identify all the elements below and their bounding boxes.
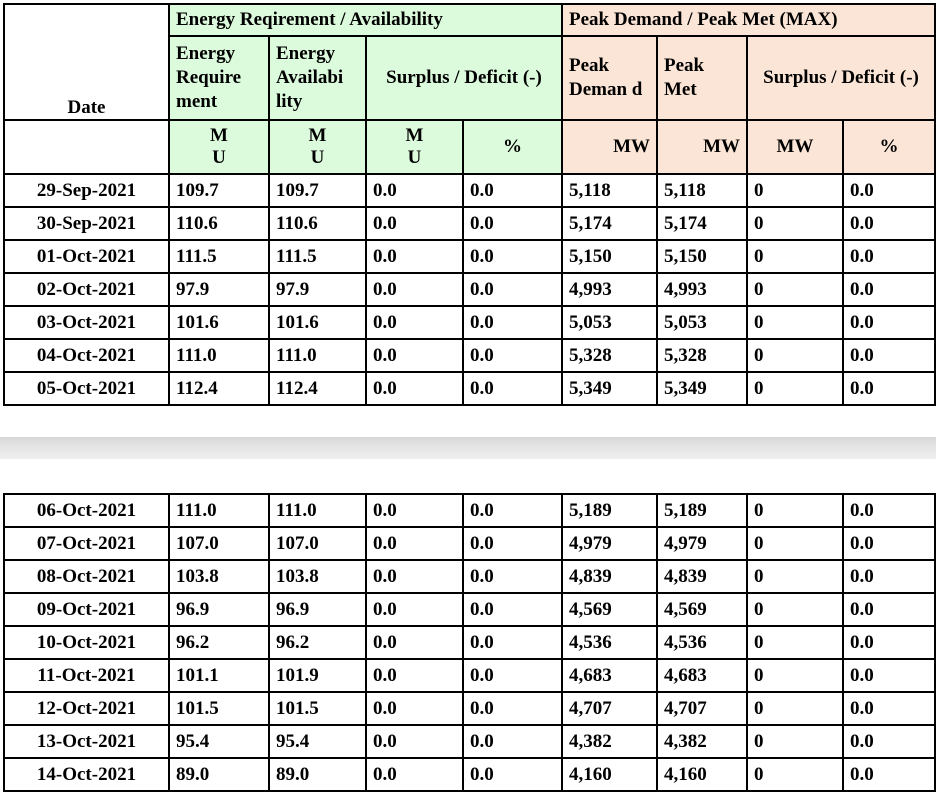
peak-demand-cell: 4,160 bbox=[562, 758, 657, 791]
surplus-percent-cell: 0.0 bbox=[463, 494, 562, 527]
energy-requirement-cell: 107.0 bbox=[169, 527, 269, 560]
peak-met-header: Peak Met bbox=[657, 36, 747, 120]
energy-group-header: Energy Reqirement / Availability bbox=[169, 4, 562, 36]
peak-demand-cell: 5,150 bbox=[562, 240, 657, 273]
surplus-mw-cell: 0 bbox=[747, 207, 843, 240]
surplus-percent-cell: 0.0 bbox=[463, 560, 562, 593]
surplus-peak-percent-cell: 0.0 bbox=[843, 659, 935, 692]
surplus-percent-cell: 0.0 bbox=[463, 758, 562, 791]
surplus-mw-cell: 0 bbox=[747, 758, 843, 791]
surplus-mw-cell: 0 bbox=[747, 626, 843, 659]
energy-availability-cell: 109.7 bbox=[269, 174, 366, 207]
energy-requirement-cell: 111.0 bbox=[169, 494, 269, 527]
surplus-mu-cell: 0.0 bbox=[366, 758, 463, 791]
peak-met-cell: 5,150 bbox=[657, 240, 747, 273]
date-cell: 01-Oct-2021 bbox=[4, 240, 169, 273]
surplus-percent-cell: 0.0 bbox=[463, 207, 562, 240]
date-cell: 03-Oct-2021 bbox=[4, 306, 169, 339]
peak-demand-cell: 4,993 bbox=[562, 273, 657, 306]
table-row bbox=[4, 593, 935, 626]
table-row bbox=[4, 527, 935, 560]
surplus-percent-cell: 0.0 bbox=[463, 725, 562, 758]
unit-percent: % bbox=[463, 120, 562, 174]
peak-demand-cell: 4,839 bbox=[562, 560, 657, 593]
peak-demand-cell: 5,174 bbox=[562, 207, 657, 240]
date-cell: 14-Oct-2021 bbox=[4, 758, 169, 791]
energy-availability-cell: 101.9 bbox=[269, 659, 366, 692]
energy-availability-cell: 96.2 bbox=[269, 626, 366, 659]
surplus-peak-percent-cell: 0.0 bbox=[843, 725, 935, 758]
surplus-peak-percent-cell: 0.0 bbox=[843, 174, 935, 207]
energy-requirement-cell: 101.6 bbox=[169, 306, 269, 339]
surplus-mu-cell: 0.0 bbox=[366, 494, 463, 527]
surplus-peak-percent-cell: 0.0 bbox=[843, 372, 935, 405]
peak-demand-header: Peak Deman d bbox=[562, 36, 657, 120]
energy-requirement-cell: 111.0 bbox=[169, 339, 269, 372]
date-cell: 06-Oct-2021 bbox=[4, 494, 169, 527]
surplus-peak-percent-cell: 0.0 bbox=[843, 273, 935, 306]
peak-met-cell: 5,174 bbox=[657, 207, 747, 240]
surplus-percent-cell: 0.0 bbox=[463, 174, 562, 207]
peak-demand-cell: 4,707 bbox=[562, 692, 657, 725]
energy-availability-cell: 101.5 bbox=[269, 692, 366, 725]
energy-availability-cell: 110.6 bbox=[269, 207, 366, 240]
page-break-separator bbox=[0, 437, 936, 459]
date-cell: 30-Sep-2021 bbox=[4, 207, 169, 240]
surplus-percent-cell: 0.0 bbox=[463, 306, 562, 339]
energy-availability-cell: 96.9 bbox=[269, 593, 366, 626]
table-row bbox=[4, 758, 935, 791]
energy-requirement-cell: 89.0 bbox=[169, 758, 269, 791]
energy-availability-cell: 111.5 bbox=[269, 240, 366, 273]
peak-met-cell: 5,349 bbox=[657, 372, 747, 405]
energy-table-page2 bbox=[3, 493, 936, 792]
peak-demand-cell: 5,118 bbox=[562, 174, 657, 207]
table-row bbox=[4, 560, 935, 593]
energy-requirement-cell: 97.9 bbox=[169, 273, 269, 306]
surplus-mw-cell: 0 bbox=[747, 527, 843, 560]
surplus-mu-cell: 0.0 bbox=[366, 659, 463, 692]
surplus-mw-cell: 0 bbox=[747, 240, 843, 273]
surplus-mu-cell: 0.0 bbox=[366, 692, 463, 725]
surplus-peak-percent-cell: 0.0 bbox=[843, 207, 935, 240]
surplus-percent-cell: 0.0 bbox=[463, 339, 562, 372]
energy-requirement-cell: 111.5 bbox=[169, 240, 269, 273]
peak-met-cell: 4,160 bbox=[657, 758, 747, 791]
peak-met-cell: 4,839 bbox=[657, 560, 747, 593]
energy-availability-cell: 107.0 bbox=[269, 527, 366, 560]
surplus-deficit-peak-header: Surplus / Deficit (-) bbox=[747, 36, 935, 120]
date-cell: 29-Sep-2021 bbox=[4, 174, 169, 207]
surplus-peak-percent-cell: 0.0 bbox=[843, 527, 935, 560]
table-row bbox=[4, 339, 935, 372]
date-cell: 09-Oct-2021 bbox=[4, 593, 169, 626]
peak-met-cell: 4,707 bbox=[657, 692, 747, 725]
peak-demand-cell: 4,536 bbox=[562, 626, 657, 659]
surplus-percent-cell: 0.0 bbox=[463, 692, 562, 725]
date-cell: 07-Oct-2021 bbox=[4, 527, 169, 560]
peak-demand-cell: 5,189 bbox=[562, 494, 657, 527]
surplus-peak-percent-cell: 0.0 bbox=[843, 494, 935, 527]
peak-demand-cell: 4,979 bbox=[562, 527, 657, 560]
surplus-mw-cell: 0 bbox=[747, 174, 843, 207]
peak-met-cell: 4,569 bbox=[657, 593, 747, 626]
surplus-mw-cell: 0 bbox=[747, 339, 843, 372]
peak-met-cell: 4,979 bbox=[657, 527, 747, 560]
energy-requirement-cell: 101.5 bbox=[169, 692, 269, 725]
surplus-peak-percent-cell: 0.0 bbox=[843, 758, 935, 791]
surplus-peak-percent-cell: 0.0 bbox=[843, 560, 935, 593]
date-cell: 02-Oct-2021 bbox=[4, 273, 169, 306]
energy-requirement-cell: 112.4 bbox=[169, 372, 269, 405]
table-row bbox=[4, 207, 935, 240]
surplus-mu-cell: 0.0 bbox=[366, 560, 463, 593]
surplus-mu-cell: 0.0 bbox=[366, 306, 463, 339]
energy-availability-cell: 101.6 bbox=[269, 306, 366, 339]
peak-met-cell: 4,683 bbox=[657, 659, 747, 692]
unit-percent: % bbox=[843, 120, 935, 174]
energy-availability-cell: 111.0 bbox=[269, 494, 366, 527]
surplus-mu-cell: 0.0 bbox=[366, 725, 463, 758]
surplus-deficit-energy-header: Surplus / Deficit (-) bbox=[366, 36, 562, 120]
surplus-mw-cell: 0 bbox=[747, 659, 843, 692]
energy-requirement-cell: 110.6 bbox=[169, 207, 269, 240]
peak-met-cell: 4,993 bbox=[657, 273, 747, 306]
energy-availability-cell: 89.0 bbox=[269, 758, 366, 791]
peak-demand-cell: 5,349 bbox=[562, 372, 657, 405]
surplus-mu-cell: 0.0 bbox=[366, 273, 463, 306]
table-row bbox=[4, 725, 935, 758]
surplus-mu-cell: 0.0 bbox=[366, 207, 463, 240]
surplus-mu-cell: 0.0 bbox=[366, 593, 463, 626]
unit-mw: MW bbox=[657, 120, 747, 174]
energy-availability-cell: 95.4 bbox=[269, 725, 366, 758]
table-row bbox=[4, 306, 935, 339]
energy-availability-cell: 112.4 bbox=[269, 372, 366, 405]
surplus-peak-percent-cell: 0.0 bbox=[843, 626, 935, 659]
unit-mw: MW bbox=[747, 120, 843, 174]
table-row bbox=[4, 692, 935, 725]
date-cell: 13-Oct-2021 bbox=[4, 725, 169, 758]
date-header: Date bbox=[4, 4, 169, 120]
peak-demand-cell: 4,382 bbox=[562, 725, 657, 758]
table-row bbox=[4, 240, 935, 273]
surplus-peak-percent-cell: 0.0 bbox=[843, 240, 935, 273]
peak-demand-cell: 4,683 bbox=[562, 659, 657, 692]
surplus-mw-cell: 0 bbox=[747, 306, 843, 339]
surplus-percent-cell: 0.0 bbox=[463, 273, 562, 306]
surplus-mw-cell: 0 bbox=[747, 560, 843, 593]
surplus-percent-cell: 0.0 bbox=[463, 593, 562, 626]
surplus-mw-cell: 0 bbox=[747, 593, 843, 626]
unit-mu: M U bbox=[366, 120, 463, 174]
date-cell: 05-Oct-2021 bbox=[4, 372, 169, 405]
date-cell: 08-Oct-2021 bbox=[4, 560, 169, 593]
table-row bbox=[4, 626, 935, 659]
table-row bbox=[4, 174, 935, 207]
peak-met-cell: 5,328 bbox=[657, 339, 747, 372]
energy-requirement-header: Energy Require ment bbox=[169, 36, 269, 120]
surplus-mu-cell: 0.0 bbox=[366, 626, 463, 659]
unit-mu: M U bbox=[269, 120, 366, 174]
energy-availability-cell: 97.9 bbox=[269, 273, 366, 306]
energy-requirement-cell: 96.9 bbox=[169, 593, 269, 626]
surplus-mw-cell: 0 bbox=[747, 692, 843, 725]
peak-met-cell: 5,189 bbox=[657, 494, 747, 527]
energy-requirement-cell: 109.7 bbox=[169, 174, 269, 207]
surplus-mw-cell: 0 bbox=[747, 273, 843, 306]
energy-requirement-cell: 101.1 bbox=[169, 659, 269, 692]
energy-requirement-cell: 103.8 bbox=[169, 560, 269, 593]
surplus-mu-cell: 0.0 bbox=[366, 339, 463, 372]
surplus-percent-cell: 0.0 bbox=[463, 527, 562, 560]
table-row bbox=[4, 494, 935, 527]
surplus-mu-cell: 0.0 bbox=[366, 240, 463, 273]
surplus-peak-percent-cell: 0.0 bbox=[843, 339, 935, 372]
surplus-percent-cell: 0.0 bbox=[463, 626, 562, 659]
table-row bbox=[4, 273, 935, 306]
surplus-mw-cell: 0 bbox=[747, 725, 843, 758]
peak-demand-cell: 5,053 bbox=[562, 306, 657, 339]
date-cell: 10-Oct-2021 bbox=[4, 626, 169, 659]
energy-availability-header: Energy Availabi lity bbox=[269, 36, 366, 120]
surplus-mw-cell: 0 bbox=[747, 494, 843, 527]
energy-requirement-cell: 95.4 bbox=[169, 725, 269, 758]
unit-mw: MW bbox=[562, 120, 657, 174]
peak-demand-cell: 4,569 bbox=[562, 593, 657, 626]
peak-met-cell: 5,053 bbox=[657, 306, 747, 339]
peak-met-cell: 4,536 bbox=[657, 626, 747, 659]
surplus-mw-cell: 0 bbox=[747, 372, 843, 405]
peak-demand-cell: 5,328 bbox=[562, 339, 657, 372]
energy-table-page1 bbox=[3, 3, 936, 406]
table-row bbox=[4, 659, 935, 692]
surplus-percent-cell: 0.0 bbox=[463, 372, 562, 405]
surplus-peak-percent-cell: 0.0 bbox=[843, 692, 935, 725]
surplus-mu-cell: 0.0 bbox=[366, 372, 463, 405]
date-cell: 04-Oct-2021 bbox=[4, 339, 169, 372]
surplus-mu-cell: 0.0 bbox=[366, 527, 463, 560]
surplus-percent-cell: 0.0 bbox=[463, 240, 562, 273]
energy-availability-cell: 103.8 bbox=[269, 560, 366, 593]
date-cell: 11-Oct-2021 bbox=[4, 659, 169, 692]
peak-met-cell: 4,382 bbox=[657, 725, 747, 758]
surplus-percent-cell: 0.0 bbox=[463, 659, 562, 692]
surplus-peak-percent-cell: 0.0 bbox=[843, 593, 935, 626]
peak-met-cell: 5,118 bbox=[657, 174, 747, 207]
surplus-mu-cell: 0.0 bbox=[366, 174, 463, 207]
energy-requirement-cell: 96.2 bbox=[169, 626, 269, 659]
table-row bbox=[4, 372, 935, 405]
surplus-peak-percent-cell: 0.0 bbox=[843, 306, 935, 339]
date-cell: 12-Oct-2021 bbox=[4, 692, 169, 725]
peak-group-header: Peak Demand / Peak Met (MAX) bbox=[562, 4, 935, 36]
unit-mu: M U bbox=[169, 120, 269, 174]
energy-availability-cell: 111.0 bbox=[269, 339, 366, 372]
